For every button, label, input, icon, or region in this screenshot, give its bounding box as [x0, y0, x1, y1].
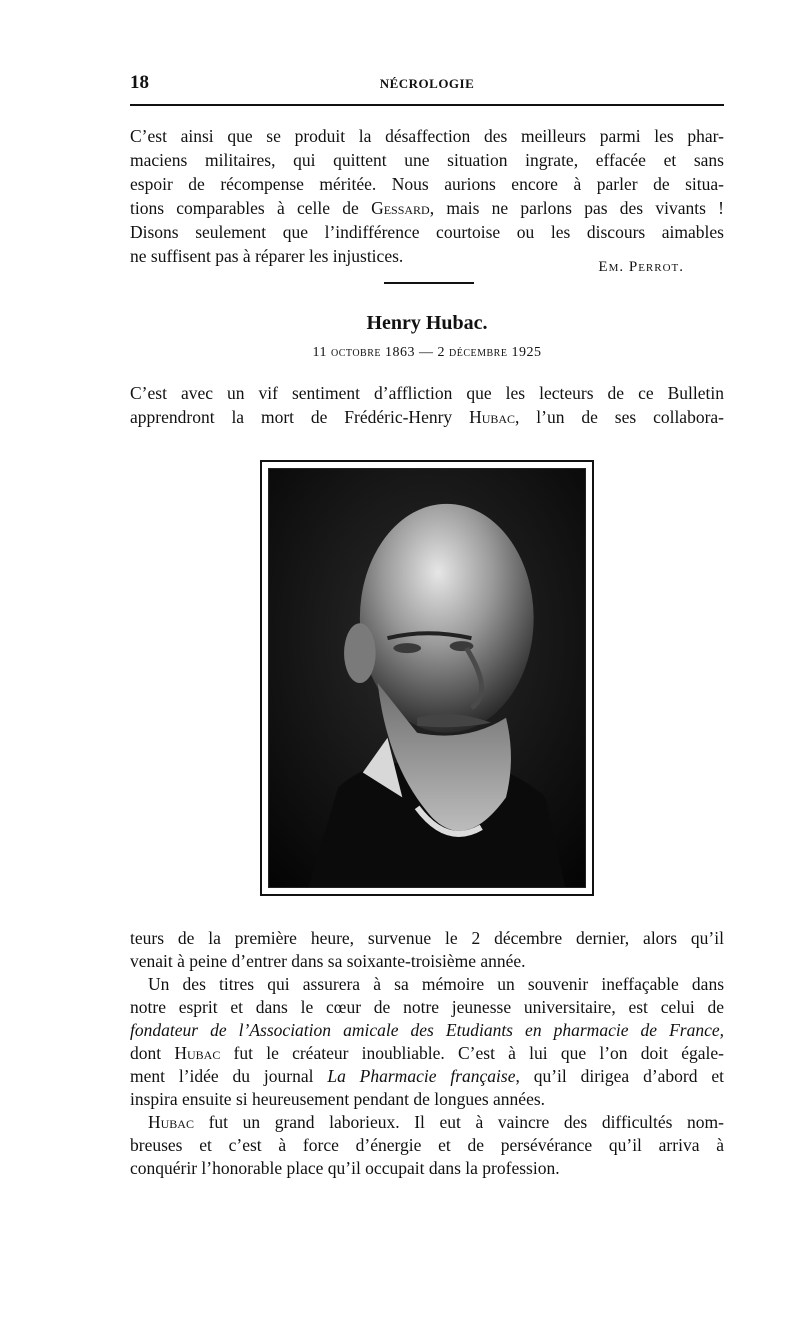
person-name: Gessard [371, 198, 430, 218]
paragraph-line: inspira ensuite si heureusement pendant de longues années. [130, 1089, 546, 1109]
paragraph-line [130, 196, 724, 220]
journal-title: La Pharmacie française [327, 1066, 516, 1086]
text-run: dont [130, 1043, 175, 1063]
paragraph-line [130, 1110, 724, 1134]
paragraph-line [130, 1041, 724, 1065]
text-run: fut le créateur inoubliable. C’est à lui que l’on doit égale- [220, 1043, 724, 1063]
author-signature: Em. Perrot. [598, 259, 684, 275]
section-separator [384, 282, 474, 284]
running-header [130, 72, 724, 94]
paragraph-line: notre esprit et dans le cœur de notre jeunesse universitaire, est celui de [130, 997, 724, 1017]
obituary-dates: 11 octobre 1863 — 2 décembre 1925 [312, 345, 542, 360]
text-run: tions comparables à celle de [130, 198, 372, 218]
paragraph-line: venait à peine d’entrer dans sa soixante-troisième année. [130, 951, 526, 971]
page-number: 18 [130, 72, 149, 93]
header-rule [130, 104, 724, 106]
association-name: fondateur de l’Association amicale des Etudiants en pharmacie de France, [130, 1020, 724, 1040]
obituary-title: Henry Hubac. [366, 312, 488, 334]
paragraph-line: ne suffisent pas à réparer les injustices. [130, 246, 404, 266]
text-run: ment l’idée du journal [130, 1066, 328, 1086]
paragraph-line: teurs de la première heure, survenue le 2 décembre dernier, alors qu’il [130, 928, 724, 948]
paragraph-line: breuses et c’est à force d’énergie et de persévérance qu’il arriva à [130, 1135, 724, 1155]
text-run: , l’un de ses collabora- [515, 407, 724, 427]
running-title: NÉCROLOGIE [379, 76, 475, 91]
paragraph-line [130, 1018, 724, 1042]
paragraph-line [130, 405, 724, 429]
paragraph-line: C’est avec un vif sentiment d’affliction que les lecteurs de ce Bulletin [130, 383, 724, 403]
text-run: fut un grand laborieux. Il eut à vaincre des difficultés nom- [193, 1112, 724, 1132]
portrait-photo [260, 460, 594, 896]
text-run: , mais ne parlons pas des vivants ! [429, 198, 725, 218]
portrait-illustration [269, 469, 585, 887]
portrait-image [268, 468, 586, 888]
paragraph-line: Disons seulement que l’indifférence courtoise ou les discours aimables [130, 222, 724, 242]
text-run: , qu’il dirigea d’abord et [515, 1066, 724, 1086]
paragraph-line: espoir de récompense méritée. Nous aurions encore à parler de situa- [130, 174, 724, 194]
person-name: Hubac [148, 1112, 194, 1132]
paragraph-line [130, 1064, 724, 1088]
person-name: Hubac [174, 1043, 221, 1063]
paragraph-line: conquérir l’honorable place qu’il occupait dans la profession. [130, 1158, 560, 1178]
paragraph-line: maciens militaires, qui quittent une situation ingrate, effacée et sans [130, 150, 724, 170]
text-run: apprendront la mort de Frédéric-Henry [130, 407, 470, 427]
person-name: Hubac [469, 407, 516, 427]
paragraph-line: Un des titres qui assurera à sa mémoire un souvenir ineffaçable dans [148, 974, 724, 994]
paragraph-line: C’est ainsi que se produit la désaffection des meilleurs parmi les phar- [130, 126, 724, 146]
